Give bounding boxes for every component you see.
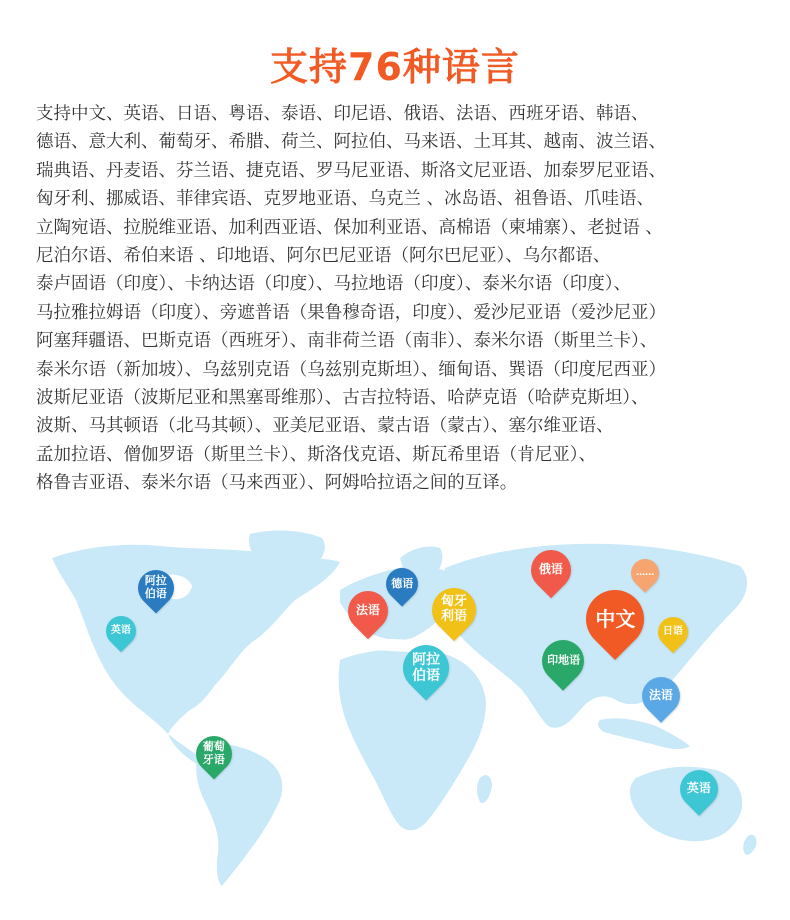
- pin-label: 英语: [111, 625, 131, 637]
- pin-label: 法语: [355, 603, 380, 618]
- language-list-text: 支持中文、英语、日语、粤语、泰语、印尼语、俄语、法语、西班牙语、韩语、 德语、意大利、葡萄牙、希腊、荷兰、阿拉伯、马来语、土耳其、越南、波兰语、 瑞典语、丹麦语、芬兰语、捷克语、罗马尼亚语、斯洛文尼亚语、加泰罗尼亚语、 匈牙利、挪威语、菲律宾语、克罗地亚语、乌克兰 、冰岛语、祖鲁语、爪哇语、 立陶宛语、拉脱维亚语、加利西亚语、保加利亚语、高棉语（柬埔寨）、老挝语 、 尼泊尔语、希伯来语 、印地语、阿尔巴尼亚语（阿尔巴尼亚）、乌尔都语、 泰卢固语（印度）、卡纳达语（印度）、马拉地语（印度）、泰米尔语（印度）、 马拉雅拉姆语（印度）、旁遮普语（果鲁穆奇语，印度）、爱沙尼亚语（爱沙尼亚） 阿塞拜疆语、巴斯克语（西班牙）、南非荷兰语（南非）、泰米尔语（斯里兰卡）、 泰米尔语（新加坡）、乌兹别克语（乌兹别克斯坦）、缅甸语、巽语（印度尼西亚） 波斯尼亚语（波斯尼亚和黑塞哥维那）、古吉拉特语、哈萨克语（哈萨克斯坦）、 波斯、马其顿语（北马其顿）、亚美尼亚语、蒙古语（蒙古）、塞尔维亚语、 孟加拉语、僧伽罗语（斯里兰卡）、斯洛伐克语、斯瓦希里语（肯尼亚）、 格鲁吉亚语、泰米尔语（马来西亚）、阿姆哈拉语之间的互译。: [36, 104, 666, 494]
- pin-label: 英语: [686, 781, 711, 796]
- pin-label: 印地语: [546, 653, 580, 667]
- pin-label: 匈牙 利语: [440, 594, 468, 625]
- pin-label: 俄语: [538, 562, 563, 577]
- pin-label: 日语: [663, 626, 683, 638]
- new-zealand-shape: [743, 835, 756, 855]
- madagascar-shape: [477, 775, 492, 803]
- pin-label: 阿拉 伯语: [145, 574, 167, 600]
- pin-label: 法语: [648, 688, 673, 703]
- page-title: 支持76种语言: [270, 45, 520, 89]
- pin-label: 中文: [595, 606, 635, 631]
- sea-islands-shape: [598, 718, 690, 749]
- pin-label: 葡萄 牙语: [203, 740, 225, 766]
- pin-label: 德语: [390, 576, 413, 590]
- pin-label: ……: [636, 567, 654, 578]
- pin-label: 阿拉 伯语: [412, 651, 440, 684]
